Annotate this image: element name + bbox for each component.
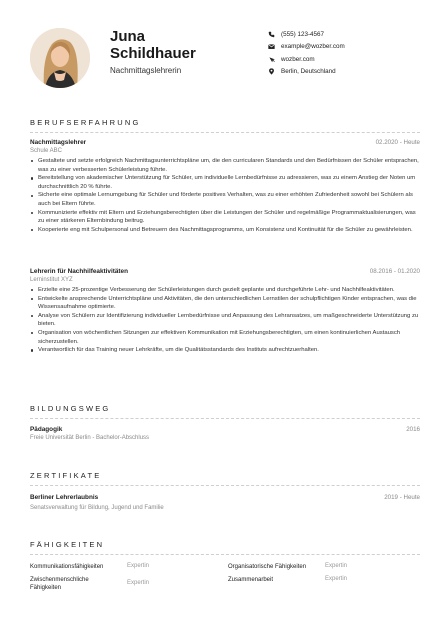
contact-phone: [268, 28, 345, 41]
job-bullet: Verantwortlich für das Training neuer Lehrkräfte, um die Qualitätsstandards des Instituts aufrechtzuerhalten.: [30, 346, 420, 355]
job-bullet: Gestaltete und setzte erfolgreich Nachmittagsunterrichtspläne um, die den curricularen Standards und den Bedürfnissen der Schüler entsprachen, was zu einer verbesserten Schülerleistung führte.: [30, 157, 420, 174]
job-company: Lerninstitut XYZ: [30, 277, 73, 283]
skill-level: Expertin: [325, 576, 348, 582]
section-title-certificates: ZERTIFIKATE: [30, 471, 102, 480]
contact-website[interactable]: [268, 53, 345, 66]
job-company: Schule ABC: [30, 148, 63, 154]
skill-level: Expertin: [127, 563, 150, 569]
job-bullet-list: [30, 286, 420, 355]
section-divider: [30, 132, 420, 133]
skill-name: Kommunikationsfähigkeiten: [30, 564, 104, 570]
job-bullet: Kommunizierte effektiv mit Eltern und Erziehungsberechtigten über die Leistungen der Schüler und regelmäßige Programmaktualisierungen, was zu einer stärkeren Elternbindung beitrug.: [30, 209, 420, 226]
skill-name: Organisatorische Fähigkeiten: [228, 564, 307, 570]
skill-name: Zusammenarbeit: [228, 577, 274, 583]
certificate-title: Berliner Lehrerlaubnis: [30, 494, 99, 501]
section-divider: [30, 554, 420, 555]
job-date: 08.2016 - 01.2020: [369, 268, 420, 275]
job-bullet: Sicherte eine optimale Lernumgebung für Schüler und förderte positives Verhalten, was zu einer erhöhten Zufriedenheit sowohl bei Schülern als auch bei Eltern führte.: [30, 191, 420, 208]
job-bullet: Kooperierte eng mit Schulpersonal und Betreuern des Nachmittagsprogramms, um Konsistenz und Kontinuität für die Schüler zu gewährleisten.: [30, 226, 420, 235]
profile-photo: [30, 28, 90, 88]
job-role: Nachmittagslehrerin: [110, 66, 182, 75]
education-date: 2016: [406, 426, 420, 433]
skill-name: Zwischenmenschliche Fähigkeiten: [30, 577, 89, 591]
job-bullet-list: [30, 157, 420, 234]
envelope-icon: [268, 43, 275, 50]
section-title-experience: BERUFSERFAHRUNG: [30, 118, 141, 127]
job-date: 02.2020 - Heute: [375, 139, 420, 146]
job-bullet: Bereitstellung von akademischer Unterstützung für Schüler, um individuelle Lernbedürfnisse zu adressieren, was zu einem Anstieg der Noten um durchschnittlich 20 % führte.: [30, 174, 420, 191]
contact-location: [268, 66, 345, 79]
job-bullet: Analyse von Schülern zur Identifizierung individueller Lernbedürfnisse und Anpassung des Lehransatzes, um maßgeschneiderte Unterstützung zu bieten.: [30, 312, 420, 329]
link-icon: [268, 56, 275, 63]
job-title: Lehrerin für Nachhilfeaktivitäten: [30, 268, 129, 275]
certificate-issuer: Senatsverwaltung für Bildung, Jugend und Familie: [30, 505, 164, 511]
section-title-skills: FÄHIGKEITEN: [30, 540, 105, 549]
full-name: [110, 28, 196, 62]
name-last: Schildhauer: [110, 45, 196, 62]
education-title: Pädagogik: [30, 426, 63, 433]
contact-email[interactable]: [268, 41, 345, 54]
job-bullet: Erzielte eine 25-prozentige Verbesserung der Schülerleistungen durch gezielt geplante und durchgeführte Lehr- und Nachhilfeaktivitäten.: [30, 286, 420, 295]
section-divider: [30, 485, 420, 486]
contact-location-text: Berlin, Deutschland: [281, 68, 336, 76]
section-title-education: BILDUNGSWEG: [30, 404, 111, 413]
job-bullet: Organisation von wöchentlichen Sitzungen zur effektiven Kommunikation mit Erziehungsberechtigten, um einen kontinuierlichen Austausch sicherzustellen.: [30, 329, 420, 346]
name-first: Juna: [110, 28, 146, 45]
contact-email-text[interactable]: example@wozber.com: [281, 43, 345, 51]
contact-website-text[interactable]: wozber.com: [281, 55, 315, 63]
contact-phone-text: (555) 123-4567: [281, 30, 325, 38]
contact-list: [268, 28, 345, 78]
section-divider: [30, 418, 420, 419]
job-bullet: Entwickelte ansprechende Unterrichtspläne und Aktivitäten, die den unterschiedlichen Lernstilen der schulpflichtigen Kinder entsprachen, was die Wissensaufnahme optimierte.: [30, 295, 420, 312]
education-institution: Freie Universität Berlin - Bachelor-Abschluss: [30, 435, 150, 441]
skill-level: Expertin: [127, 580, 150, 586]
map-pin-icon: [268, 68, 275, 75]
phone-icon: [268, 31, 275, 38]
skill-level: Expertin: [325, 563, 348, 569]
certificate-date: 2019 - Heute: [384, 494, 420, 501]
job-title: Nachmittagslehrer: [30, 139, 87, 146]
